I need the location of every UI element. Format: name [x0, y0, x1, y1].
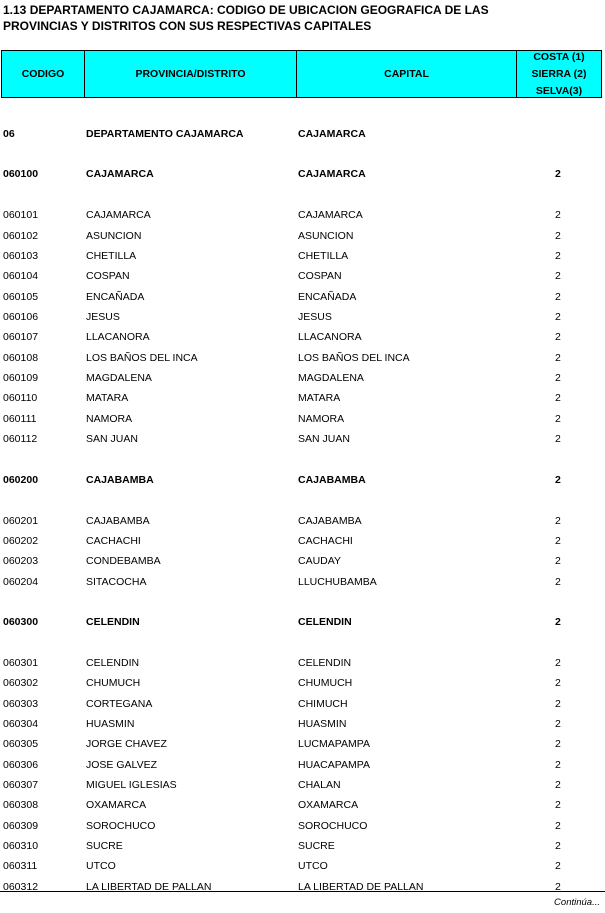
- cell-codigo: 060203: [3, 555, 39, 567]
- cell-provincia-distrito: CAJAMARCA: [86, 209, 151, 221]
- cell-region: 2: [555, 738, 561, 750]
- table-row: [0, 531, 605, 551]
- cell-codigo: 060201: [3, 515, 39, 527]
- cell-provincia-distrito: SAN JUAN: [86, 433, 138, 445]
- cell-provincia-distrito: CORTEGANA: [86, 698, 153, 710]
- cell-region: 2: [555, 291, 561, 303]
- header-provincia-distrito: PROVINCIA/DISTRITO: [85, 51, 297, 97]
- cell-codigo: 060108: [3, 352, 39, 364]
- cell-codigo: 060301: [3, 657, 39, 669]
- header-region-costa: COSTA (1): [533, 50, 585, 63]
- cell-region: 2: [555, 433, 561, 445]
- table-row: [0, 694, 605, 714]
- cell-codigo: 060103: [3, 250, 39, 262]
- cell-region: 2: [555, 576, 561, 588]
- cell-codigo: 060109: [3, 372, 39, 384]
- table-row: [0, 572, 605, 592]
- cell-provincia-distrito: CONDEBAMBA: [86, 555, 161, 567]
- cell-codigo: 060100: [3, 168, 39, 180]
- cell-region: 2: [555, 779, 561, 791]
- cell-region: 2: [555, 657, 561, 669]
- table-row: [0, 816, 605, 836]
- cell-capital: CAJABAMBA: [298, 515, 362, 527]
- cell-codigo: 060300: [3, 616, 39, 628]
- cell-capital: HUACAPAMPA: [298, 759, 370, 771]
- cell-provincia-distrito: SUCRE: [86, 840, 123, 852]
- cell-codigo: 060110: [3, 392, 38, 404]
- cell-capital: CAJAMARCA: [298, 209, 363, 221]
- continua-note: Continúa...: [554, 897, 600, 908]
- table-row: [0, 368, 605, 388]
- table-row: [0, 755, 605, 775]
- cell-provincia-distrito: JOSE GALVEZ: [86, 759, 157, 771]
- cell-capital: CAJAMARCA: [298, 168, 366, 180]
- cell-provincia-distrito: CELENDIN: [86, 657, 140, 669]
- cell-codigo: 060200: [3, 474, 39, 486]
- cell-region: 2: [555, 759, 561, 771]
- cell-provincia-distrito: MIGUEL IGLESIAS: [86, 779, 177, 791]
- cell-capital: JESUS: [298, 311, 332, 323]
- cell-codigo: 060102: [3, 230, 39, 242]
- cell-provincia-distrito: JESUS: [86, 311, 120, 323]
- cell-capital: UTCO: [298, 860, 328, 872]
- cell-provincia-distrito: CAJABAMBA: [86, 515, 150, 527]
- cell-provincia-distrito: SITACOCHA: [86, 576, 147, 588]
- bottom-rule: [0, 891, 605, 892]
- cell-region: 2: [555, 311, 561, 323]
- cell-codigo: 060305: [3, 738, 39, 750]
- cell-capital: LLUCHUBAMBA: [298, 576, 377, 588]
- table-row: [0, 307, 605, 327]
- cell-codigo: 060204: [3, 576, 39, 588]
- cell-region: 2: [555, 881, 561, 893]
- table-row: [0, 856, 605, 876]
- table-row: [0, 205, 605, 225]
- cell-codigo: 060310: [3, 840, 39, 852]
- cell-capital: LOS BAÑOS DEL INCA: [298, 352, 410, 364]
- cell-region: 2: [555, 270, 561, 282]
- table-row: [0, 327, 605, 347]
- cell-provincia-distrito: LOS BAÑOS DEL INCA: [86, 352, 198, 364]
- cell-region: 2: [555, 718, 561, 730]
- cell-provincia-distrito: LA LIBERTAD DE PALLAN: [86, 881, 212, 893]
- cell-codigo: 060308: [3, 799, 39, 811]
- table-row: [0, 429, 605, 449]
- table-row: [0, 551, 605, 571]
- cell-provincia-distrito: ASUNCION: [86, 230, 142, 242]
- table-row: [0, 511, 605, 531]
- table-row: [0, 388, 605, 408]
- cell-region: 2: [555, 677, 561, 689]
- cell-capital: CHETILLA: [298, 250, 349, 262]
- table-row-group: [0, 124, 605, 144]
- table-row: [0, 226, 605, 246]
- cell-capital: SAN JUAN: [298, 433, 350, 445]
- table-row: [0, 348, 605, 368]
- table-row: [0, 653, 605, 673]
- cell-capital: LA LIBERTAD DE PALLAN: [298, 881, 424, 893]
- cell-capital: CELENDIN: [298, 657, 352, 669]
- cell-capital: CAJABAMBA: [298, 474, 366, 486]
- cell-provincia-distrito: NAMORA: [86, 413, 133, 425]
- table-row: [0, 714, 605, 734]
- cell-capital: LUCMAPAMPA: [298, 738, 370, 750]
- cell-codigo: 060309: [3, 820, 39, 832]
- cell-capital: CHIMUCH: [298, 698, 348, 710]
- cell-region: 2: [555, 352, 561, 364]
- cell-provincia-distrito: LLACANORA: [86, 331, 150, 343]
- cell-codigo: 060107: [3, 331, 39, 343]
- cell-provincia-distrito: CELENDIN: [86, 616, 140, 628]
- cell-provincia-distrito: UTCO: [86, 860, 116, 872]
- cell-capital: ENCAÑADA: [298, 291, 357, 303]
- cell-provincia-distrito: COSPAN: [86, 270, 130, 282]
- cell-region: 2: [555, 331, 561, 343]
- cell-region: 2: [555, 474, 561, 486]
- cell-region: 2: [555, 372, 561, 384]
- cell-codigo: 060105: [3, 291, 39, 303]
- table-row: [0, 795, 605, 815]
- cell-region: 2: [555, 840, 561, 852]
- cell-capital: ASUNCION: [298, 230, 354, 242]
- cell-capital: NAMORA: [298, 413, 345, 425]
- cell-region: 2: [555, 616, 561, 628]
- cell-codigo: 060304: [3, 718, 39, 730]
- table-row: [0, 266, 605, 286]
- table-row: [0, 287, 605, 307]
- header-capital: CAPITAL: [297, 51, 517, 97]
- table-row-group: [0, 612, 605, 632]
- cell-codigo: 060111: [3, 413, 37, 425]
- cell-codigo: 060104: [3, 270, 39, 282]
- cell-provincia-distrito: JORGE CHAVEZ: [86, 738, 167, 750]
- cell-provincia-distrito: CHETILLA: [86, 250, 137, 262]
- cell-provincia-distrito: CHUMUCH: [86, 677, 141, 689]
- table-row: [0, 246, 605, 266]
- table-row-group: [0, 470, 605, 490]
- table-row: [0, 877, 605, 897]
- cell-region: 2: [555, 860, 561, 872]
- cell-capital: CAUDAY: [298, 555, 341, 567]
- cell-region: 2: [555, 250, 561, 262]
- title-line-1: 1.13 DEPARTAMENTO CAJAMARCA: CODIGO DE UBICACION GEOGRAFICA DE LAS: [3, 3, 489, 17]
- cell-capital: COSPAN: [298, 270, 342, 282]
- table-row: [0, 409, 605, 429]
- cell-codigo: 060101: [3, 209, 39, 221]
- cell-provincia-distrito: HUASMIN: [86, 718, 135, 730]
- cell-codigo: 060302: [3, 677, 39, 689]
- header-codigo: CODIGO: [2, 51, 85, 97]
- cell-region: 2: [555, 168, 561, 180]
- cell-region: 2: [555, 413, 561, 425]
- table-row-group: [0, 164, 605, 184]
- cell-capital: HUASMIN: [298, 718, 347, 730]
- cell-capital: OXAMARCA: [298, 799, 359, 811]
- cell-capital: MATARA: [298, 392, 341, 404]
- cell-capital: SOROCHUCO: [298, 820, 368, 832]
- cell-provincia-distrito: OXAMARCA: [86, 799, 147, 811]
- title-line-2: PROVINCIAS Y DISTRITOS CON SUS RESPECTIVAS CAPITALES: [3, 19, 372, 33]
- cell-capital: SUCRE: [298, 840, 335, 852]
- cell-codigo: 060303: [3, 698, 39, 710]
- cell-capital: CHUMUCH: [298, 677, 353, 689]
- cell-capital: CACHACHI: [298, 535, 353, 547]
- cell-codigo: 060306: [3, 759, 39, 771]
- cell-codigo: 060307: [3, 779, 39, 791]
- cell-provincia-distrito: DEPARTAMENTO CAJAMARCA: [86, 128, 244, 140]
- cell-capital: LLACANORA: [298, 331, 362, 343]
- header-region-sierra: SIERRA (2): [531, 67, 587, 80]
- cell-region: 2: [555, 698, 561, 710]
- cell-provincia-distrito: CAJAMARCA: [86, 168, 154, 180]
- cell-codigo: 06: [3, 128, 15, 140]
- cell-capital: MAGDALENA: [298, 372, 364, 384]
- cell-capital: CAJAMARCA: [298, 128, 366, 140]
- cell-region: 2: [555, 535, 561, 547]
- page-title: [3, 2, 603, 34]
- cell-capital: CHALAN: [298, 779, 341, 791]
- cell-region: 2: [555, 230, 561, 242]
- header-region-selva: SELVA(3): [535, 84, 583, 97]
- cell-region: 2: [555, 555, 561, 567]
- cell-provincia-distrito: CACHACHI: [86, 535, 141, 547]
- cell-region: 2: [555, 799, 561, 811]
- cell-region: 2: [555, 209, 561, 221]
- cell-provincia-distrito: CAJABAMBA: [86, 474, 154, 486]
- cell-codigo: 060312: [3, 881, 39, 893]
- cell-codigo: 060311: [3, 860, 38, 872]
- cell-capital: CELENDIN: [298, 616, 352, 628]
- cell-region: 2: [555, 392, 561, 404]
- table-row: [0, 836, 605, 856]
- header-region: [517, 51, 601, 97]
- table-row: [0, 775, 605, 795]
- table-row: [0, 673, 605, 693]
- cell-provincia-distrito: MATARA: [86, 392, 129, 404]
- cell-codigo: 060106: [3, 311, 39, 323]
- cell-provincia-distrito: MAGDALENA: [86, 372, 152, 384]
- cell-region: 2: [555, 515, 561, 527]
- cell-region: 2: [555, 820, 561, 832]
- table-row: [0, 734, 605, 754]
- cell-codigo: 060202: [3, 535, 39, 547]
- cell-provincia-distrito: SOROCHUCO: [86, 820, 156, 832]
- cell-provincia-distrito: ENCAÑADA: [86, 291, 145, 303]
- table-header: [1, 50, 602, 98]
- cell-codigo: 060112: [3, 433, 38, 445]
